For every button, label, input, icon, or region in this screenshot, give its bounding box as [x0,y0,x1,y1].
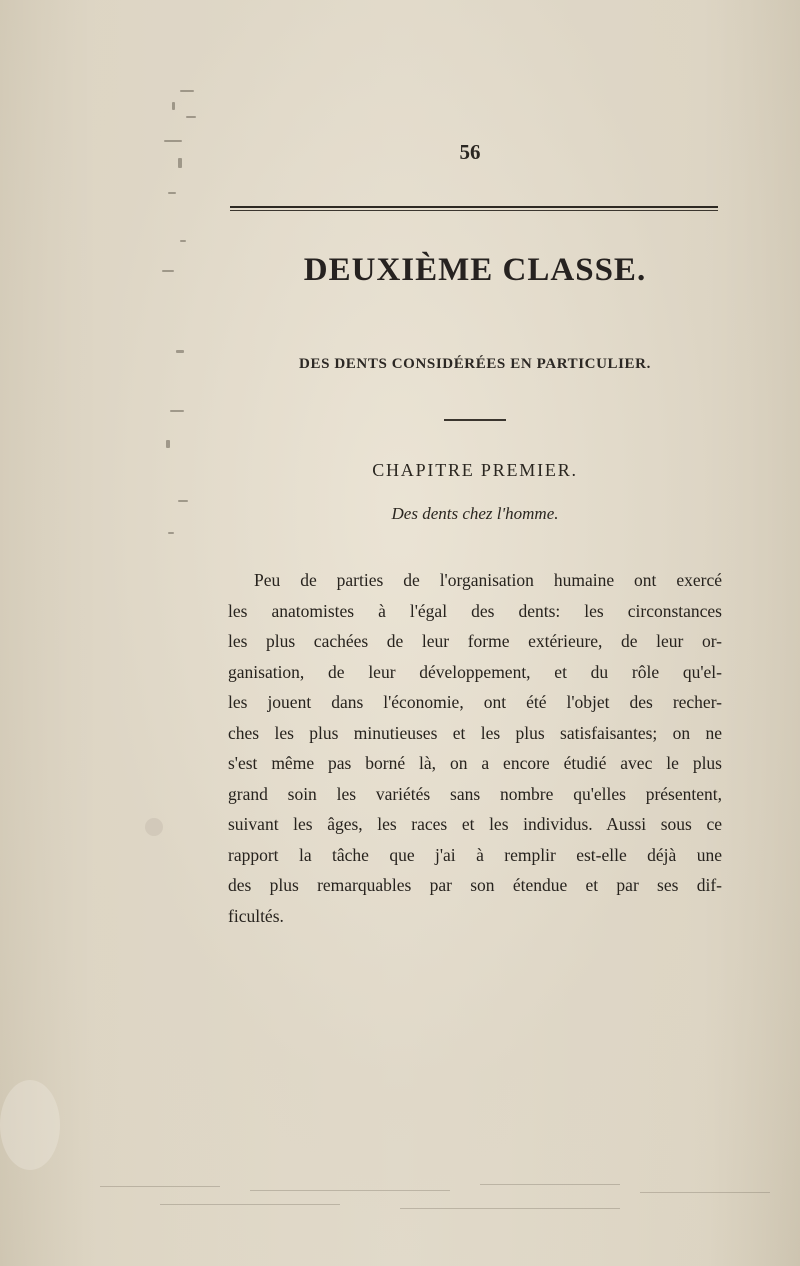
body-line: rapport la tâche que j'ai à remplir est-elle déjà une [228,844,722,865]
section-subtitle: DES DENTS CONSIDÉRÉES EN PARTICULIER. [299,356,651,372]
body-line: les anatomistes à l'égal des dents: les circonstances [228,600,722,621]
chapter-title: CHAPITRE PREMIER. [372,460,578,480]
body-line: grand soin les variétés sans nombre qu'elles présentent, [228,783,722,804]
bottom-bleed-marks [100,1180,780,1220]
body-line: Peu de parties de l'organisation humaine ont exercé [254,570,722,590]
body-line: ficultés. [228,905,284,926]
section-divider [444,419,506,421]
body-line: s'est même pas borné là, on a encore étudié avec le plus [228,753,722,773]
body-line: des plus remarquables par son étendue et par ses dif- [228,875,722,895]
page-number: 56 [459,140,481,164]
header-rule [230,206,718,211]
gutter-bleed-marks [150,80,200,560]
body-line: ches les plus minutieuses et les plus satisfaisantes; on ne [228,722,722,743]
class-title: DEUXIÈME CLASSE. [303,252,647,288]
body-paragraph [228,565,722,931]
body-line: les plus cachées de leur forme extérieure, de leur or- [228,631,722,651]
body-line: ganisation, de leur développement, et du rôle qu'el- [228,661,722,682]
body-line: les jouent dans l'économie, ont été l'objet des recher- [228,692,722,712]
chapter-subtitle: Des dents chez l'homme. [391,504,559,523]
body-line: suivant les âges, les races et les individus. Aussi sous ce [228,814,722,834]
